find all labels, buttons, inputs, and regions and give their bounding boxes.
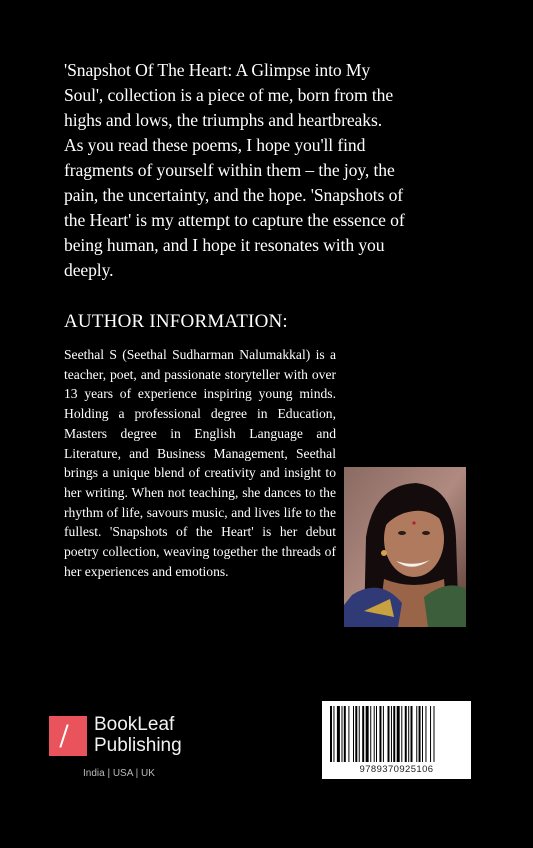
- publisher-logo-mark: [49, 716, 87, 756]
- back-cover-blurb: 'Snapshot Of The Heart: A Glimpse into My Soul', collection is a piece of me, born from the highs and lows, the triumphs and heartbreaks. As you read these poems, I hope you'll find fragments of yourself within them – the joy, the pain, the uncertainty, and the hope. 'Snapshots of the Heart' is my attempt to capture the essence of being human, and I hope it resonates with you deeply.: [64, 60, 405, 280]
- barcode-bars: [330, 706, 463, 762]
- isbn-barcode: [322, 701, 471, 779]
- author-heading: AUTHOR INFORMATION:: [64, 311, 288, 332]
- author-photo: [344, 467, 466, 627]
- isbn-number: 9789370925106: [359, 764, 434, 775]
- author-bio: Seethal S (Seethal Sudharman Nalumakkal) is a teacher, poet, and passionate storyteller with over 13 years of experience inspiring young minds. Holding a professional degree in Education, Masters degree in English Language and Literature, and Business Management, Seethal brings a unique blend of creativity and insight to her writing. When not teaching, she dances to the rhythm of life, savours music, and lives life to the fullest. 'Snapshots of the Heart' is her debut poetry collection, weaving together the threads of her experiences and emotions.: [64, 347, 336, 579]
- publisher-regions: India | USA | UK: [83, 768, 155, 779]
- publisher-name: BookLeaf Publishing: [94, 714, 182, 756]
